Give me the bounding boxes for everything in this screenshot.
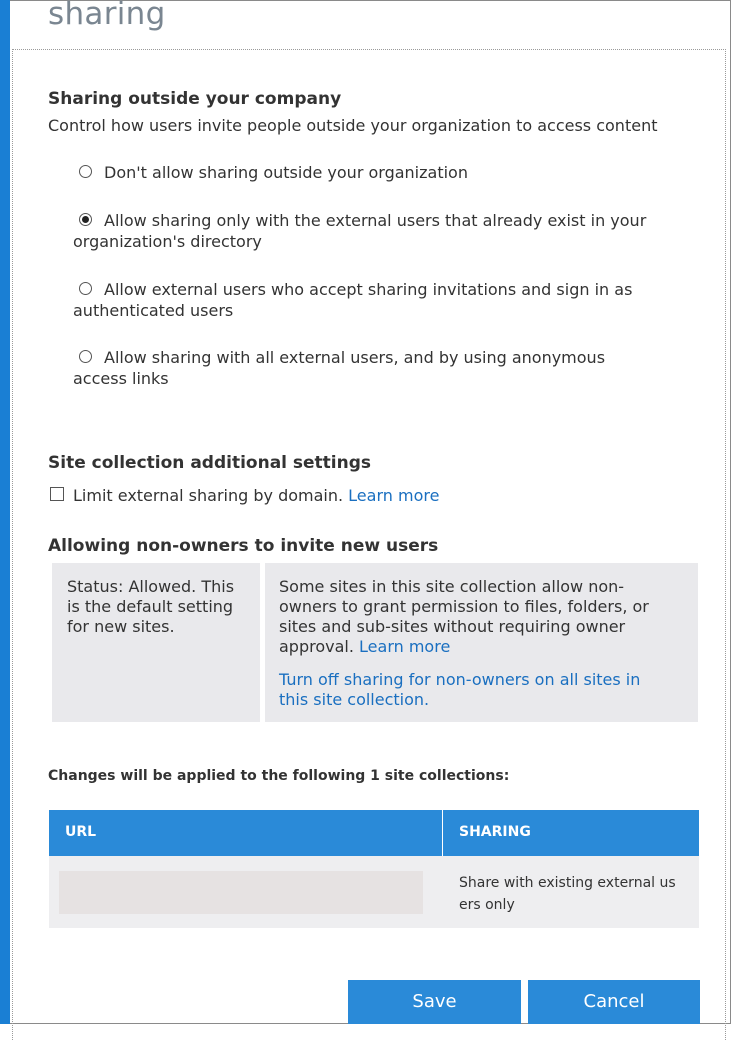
info-line: Some sites in this site collection allow non- — [279, 577, 625, 596]
url-cell-redacted — [59, 871, 423, 914]
info-line: sites and sub-sites without requiring owner — [279, 617, 626, 636]
option-label: Allow sharing only with the external users that already exist in your — [104, 211, 647, 230]
info-line: owners to grant permission to files, folders, or — [279, 597, 649, 616]
column-header-sharing: SHARING — [459, 824, 531, 840]
page-title: sharing — [48, 0, 166, 32]
save-button[interactable]: Save — [348, 980, 521, 1024]
limit-by-domain-checkbox[interactable] — [50, 487, 64, 501]
turn-off-sharing-link[interactable] — [279, 670, 640, 710]
radio-authenticated-users[interactable] — [79, 282, 92, 295]
sharing-cell-line: ers only — [459, 897, 515, 913]
info-line: approval. — [279, 637, 354, 656]
column-header-url: URL — [65, 824, 97, 840]
option-label: Allow external users who accept sharing invitations and sign in as — [104, 280, 633, 299]
turn-off-line[interactable]: Turn off sharing for non-owners on all sites in — [279, 670, 641, 689]
column-divider — [442, 810, 443, 856]
status-line: for new sites. — [67, 617, 175, 636]
table-header — [49, 810, 699, 856]
option-label: Allow sharing with all external users, and by using anonymous — [104, 348, 606, 367]
sharing-cell — [459, 872, 676, 916]
turn-off-line[interactable]: this site collection. — [279, 690, 430, 709]
limit-by-domain-label: Limit external sharing by domain. — [73, 486, 344, 505]
sharing-outside-heading: Sharing outside your company — [48, 89, 342, 109]
option-label-continued: access links — [73, 369, 169, 388]
sharing-cell-line: Share with existing external us — [459, 875, 676, 891]
status-line: Status: Allowed. This — [67, 577, 235, 596]
learn-more-link[interactable]: Learn more — [359, 637, 451, 656]
cancel-button[interactable]: Cancel — [528, 980, 700, 1024]
non-owners-heading: Allowing non-owners to invite new users — [48, 536, 439, 556]
left-accent-bar — [0, 0, 10, 1024]
info-text — [279, 577, 649, 657]
limit-by-domain-row — [73, 485, 439, 506]
option-label: Don't allow sharing outside your organization — [104, 163, 468, 182]
radio-existing-users[interactable] — [79, 213, 92, 226]
learn-more-link[interactable]: Learn more — [348, 486, 440, 505]
status-line: is the default setting — [67, 597, 234, 616]
changes-heading: Changes will be applied to the following 1 site collections: — [48, 768, 510, 784]
option-label-continued: organization's directory — [73, 232, 262, 251]
radio-anonymous-links[interactable] — [79, 350, 92, 363]
radio-dont-allow[interactable] — [79, 165, 92, 178]
sharing-outside-description: Control how users invite people outside your organization to access content — [48, 116, 658, 135]
option-label-continued: authenticated users — [73, 301, 234, 320]
info-line-last — [279, 637, 649, 657]
status-text — [67, 577, 234, 637]
additional-settings-heading: Site collection additional settings — [48, 453, 372, 473]
